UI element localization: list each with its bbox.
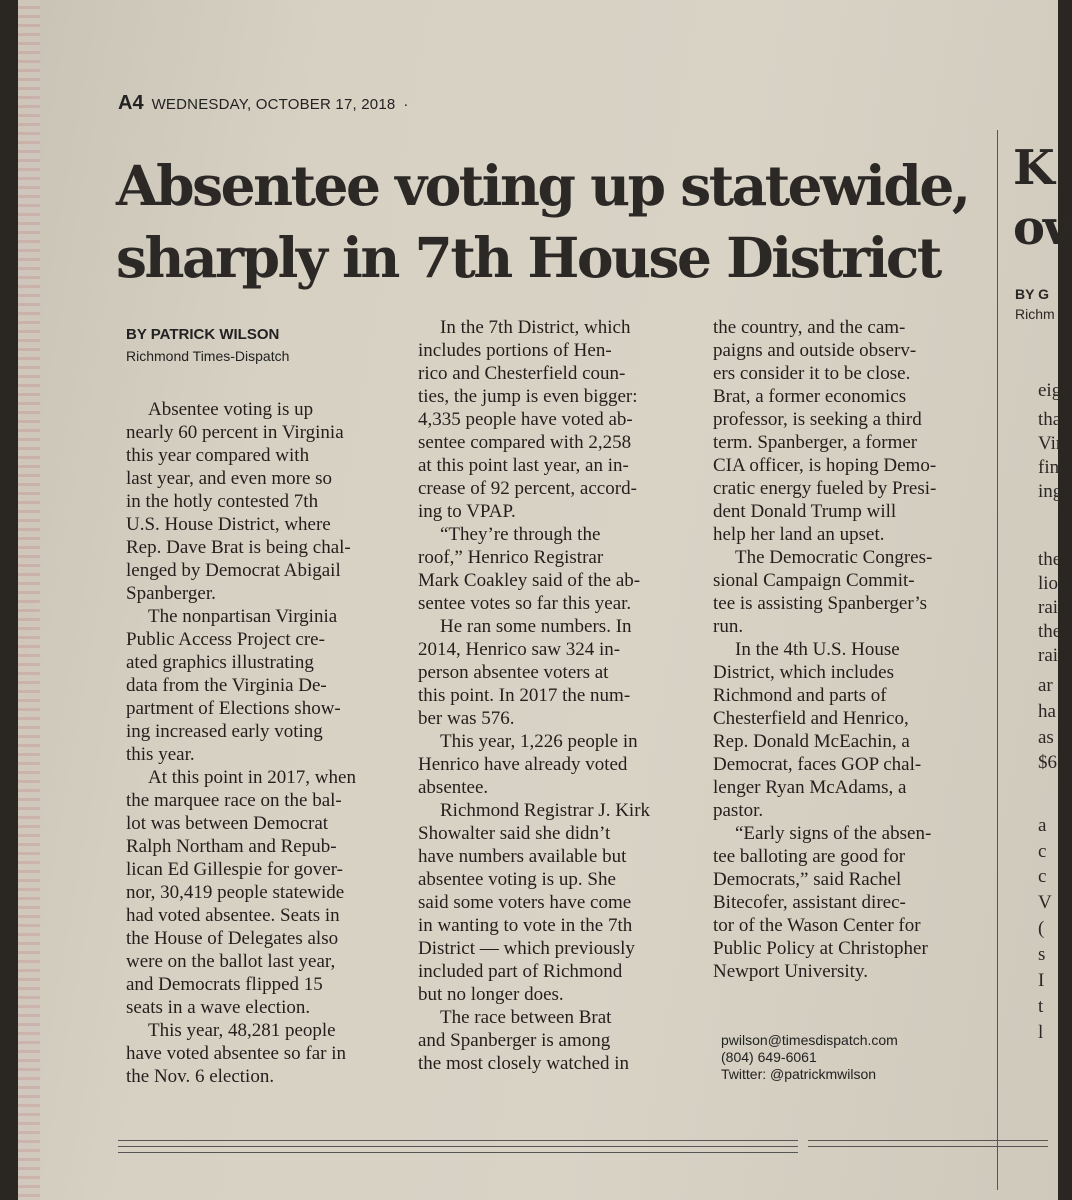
adjacent-org-fragment: Richm [1015, 306, 1055, 322]
article-line: sentee compared with 2,258 [418, 432, 632, 453]
article-line: Rep. Dave Brat is being chal- [126, 537, 351, 558]
article-line: ing increased early voting [126, 721, 323, 742]
adjacent-text-fragment: ing [1038, 481, 1063, 502]
publication-name: Richmond Times-Dispatch [126, 348, 290, 364]
adjacent-headline-fragment: ov [1013, 200, 1069, 256]
article-line: run. [713, 616, 744, 637]
article-line: last year, and even more so [126, 468, 333, 489]
author-twitter: Twitter: @patrickmwilson [721, 1066, 877, 1082]
article-line: sentee votes so far this year. [418, 593, 632, 614]
article-line: in the hotly contested 7th [126, 491, 319, 512]
article-line: and Democrats flipped 15 [126, 974, 323, 995]
article-line: lenged by Democrat Abigail [126, 560, 341, 581]
article-line: Mark Coakley said of the ab- [418, 570, 641, 591]
article-line: had voted absentee. Seats in [126, 905, 340, 926]
column-divider [997, 130, 998, 1190]
adjacent-text-fragment: c [1038, 841, 1047, 862]
article-line: pastor. [713, 800, 764, 821]
bottom-rule [118, 1152, 798, 1153]
article-line: 4,335 people have voted ab- [418, 409, 633, 430]
author-contact [721, 1032, 898, 1083]
article-line: Democrat, faces GOP chal- [713, 754, 922, 775]
article-line: Public Access Project cre- [126, 629, 325, 650]
newspaper-page [18, 0, 1072, 1200]
perforated-edge [18, 0, 40, 1200]
article-line: absentee. [418, 777, 489, 798]
article-line: lican Ed Gillespie for gover- [126, 859, 343, 880]
article-line: crease of 92 percent, accord- [418, 478, 637, 499]
adjacent-text-fragment: V [1038, 892, 1052, 913]
article-line: CIA officer, is hoping Demo- [713, 455, 937, 476]
article-line: person absentee voters at [418, 662, 609, 683]
article-line: ber was 576. [418, 708, 515, 729]
adjacent-text-fragment: a [1038, 815, 1047, 836]
article-line: sional Campaign Commit- [713, 570, 915, 591]
article-line: This year, 48,281 people [148, 1020, 336, 1041]
article-line: in wanting to vote in the 7th [418, 915, 633, 936]
article-line: This year, 1,226 people in [440, 731, 638, 752]
byline [126, 326, 289, 364]
article-line: “They’re through the [440, 524, 601, 545]
adjacent-text-fragment: I [1038, 970, 1045, 991]
article-line: said some voters have come [418, 892, 632, 913]
article-line: data from the Virginia De- [126, 675, 327, 696]
headline-line: Absentee voting up statewide, [116, 153, 969, 218]
article-line: dent Donald Trump will [713, 501, 897, 522]
adjacent-text-fragment: Virg [1038, 433, 1072, 454]
article-line: “Early signs of the absen- [735, 823, 932, 844]
adjacent-text-fragment: l [1038, 1022, 1044, 1043]
article-line: were on the ballot last year, [126, 951, 336, 972]
article-line: ing to VPAP. [418, 501, 516, 522]
article-line: the Nov. 6 election. [126, 1066, 275, 1087]
article-headline [116, 150, 969, 294]
article-line: roof,” Henrico Registrar [418, 547, 604, 568]
adjacent-text-fragment: $6 [1038, 752, 1057, 773]
article-column-1 [126, 398, 406, 1088]
article-line: Public Policy at Christopher [713, 938, 928, 959]
article-line: District — which previously [418, 938, 635, 959]
article-line: included part of Richmond [418, 961, 623, 982]
article-line: Spanberger. [126, 583, 216, 604]
article-line: tor of the Wason Center for [713, 915, 921, 936]
adjacent-text-fragment: t [1038, 996, 1044, 1017]
article-line: tee balloting are good for [713, 846, 906, 867]
article-line: at this point last year, an in- [418, 455, 629, 476]
article-line: U.S. House District, where [126, 514, 331, 535]
article-line: District, which includes [713, 662, 894, 683]
page-number: A4 [118, 92, 144, 114]
author-email: pwilson@timesdispatch.com [721, 1032, 898, 1048]
article-line: seats in a wave election. [126, 997, 311, 1018]
author-phone: (804) 649-6061 [721, 1049, 817, 1065]
article-line: the House of Delegates also [126, 928, 339, 949]
adjacent-text-fragment: as [1038, 727, 1054, 748]
article-line: Ralph Northam and Repub- [126, 836, 337, 857]
header-bullet: · [403, 96, 409, 113]
bottom-rule [808, 1146, 1048, 1147]
bottom-rule [808, 1140, 1048, 1141]
article-line: term. Spanberger, a former [713, 432, 918, 453]
article-line: this year. [126, 744, 195, 765]
article-line: this point. In 2017 the num- [418, 685, 631, 706]
adjacent-text-fragment: ha [1038, 701, 1056, 722]
article-line: nor, 30,419 people statewide [126, 882, 345, 903]
article-line: nearly 60 percent in Virginia [126, 422, 344, 443]
article-line: lot was between Democrat [126, 813, 329, 834]
article-line: have numbers available but [418, 846, 627, 867]
headline-line: sharply in 7th House District [116, 225, 940, 290]
article-line: this year compared with [126, 445, 310, 466]
article-line: The nonpartisan Virginia [148, 606, 338, 627]
article-line: the most closely watched in [418, 1053, 630, 1074]
adjacent-text-fragment: the [1038, 621, 1062, 642]
article-line: Richmond Registrar J. Kirk [440, 800, 651, 821]
page-header [118, 92, 408, 115]
article-line: and Spanberger is among [418, 1030, 611, 1051]
article-line: have voted absentee so far in [126, 1043, 346, 1064]
article-line: Chesterfield and Henrico, [713, 708, 909, 729]
adjacent-text-fragment: eigh [1038, 380, 1071, 401]
article-line: The race between Brat [440, 1007, 612, 1028]
article-line: tee is assisting Spanberger’s [713, 593, 928, 614]
article-line: rico and Chesterfield coun- [418, 363, 626, 384]
article-line: ers consider it to be close. [713, 363, 911, 384]
adjacent-text-fragment: rai [1038, 597, 1059, 618]
adjacent-text-fragment: s [1038, 944, 1046, 965]
adjacent-text-fragment: the [1038, 549, 1062, 570]
adjacent-text-fragment: ar [1038, 675, 1053, 696]
article-line: Bitecofer, assistant direc- [713, 892, 906, 913]
article-line: the country, and the cam- [713, 317, 906, 338]
article-line: lenger Ryan McAdams, a [713, 777, 907, 798]
adjacent-text-fragment: D [1058, 350, 1072, 371]
adjacent-text-fragment: tha [1038, 409, 1062, 430]
article-line: Rep. Donald McEachin, a [713, 731, 910, 752]
article-line: Brat, a former economics [713, 386, 907, 407]
article-line: Richmond and parts of [713, 685, 887, 706]
adjacent-text-fragment: ( [1038, 918, 1045, 939]
article-column-2 [418, 316, 698, 1075]
issue-date: WEDNESDAY, OCTOBER 17, 2018 [151, 96, 396, 113]
article-line: Showalter said she didn’t [418, 823, 611, 844]
article-line: help her land an upset. [713, 524, 885, 545]
article-line: paigns and outside observ- [713, 340, 917, 361]
article-line: Newport University. [713, 961, 868, 982]
article-line: The Democratic Congres- [735, 547, 933, 568]
adjacent-headline-fragment: K [1013, 140, 1053, 196]
article-line: professor, is seeking a third [713, 409, 922, 430]
article-line: Henrico have already voted [418, 754, 628, 775]
article-line: includes portions of Hen- [418, 340, 612, 361]
article-line: ties, the jump is even bigger: [418, 386, 638, 407]
article-line: In the 7th District, which [440, 317, 631, 338]
bottom-rule [118, 1140, 798, 1141]
article-line: the marquee race on the bal- [126, 790, 342, 811]
author-name: BY PATRICK WILSON [126, 326, 280, 343]
article-line: absentee voting is up. She [418, 869, 616, 890]
article-line: At this point in 2017, when [148, 767, 356, 788]
article-line: In the 4th U.S. House [735, 639, 900, 660]
adjacent-text-fragment: c [1038, 866, 1047, 887]
article-line: cratic energy fueled by Presi- [713, 478, 937, 499]
adjacent-text-fragment: p [1058, 789, 1068, 810]
article-line: 2014, Henrico saw 324 in- [418, 639, 621, 660]
article-line: ated graphics illustrating [126, 652, 314, 673]
adjacent-text-fragment: lio [1038, 573, 1059, 594]
article-column-3 [713, 316, 1003, 983]
adjacent-text-fragment: fina [1038, 457, 1068, 478]
bottom-rule [118, 1146, 798, 1147]
article-line: partment of Elections show- [126, 698, 341, 719]
adjacent-text-fragment: rai [1038, 645, 1059, 666]
article-line: Absentee voting is up [148, 399, 314, 420]
adjacent-byline-fragment: BY G [1015, 286, 1049, 302]
article-line: He ran some numbers. In [440, 616, 632, 637]
article-line: Democrats,” said Rachel [713, 869, 902, 890]
article-line: but no longer does. [418, 984, 564, 1005]
adjacent-text-fragment: I [1058, 525, 1065, 546]
